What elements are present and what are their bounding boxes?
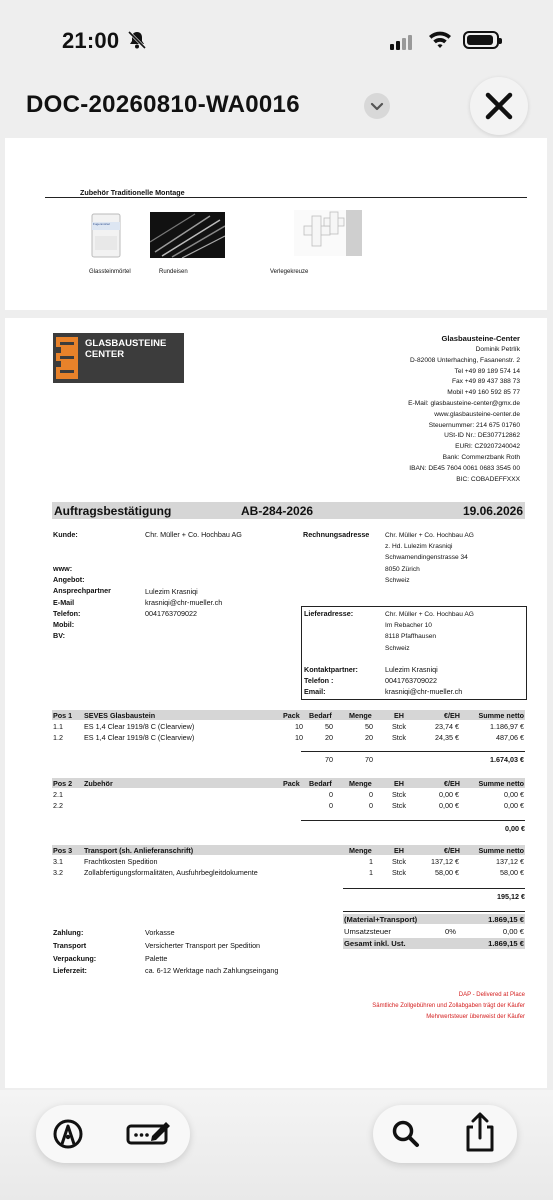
table-row: 3.1 Frachtkosten Spedition 1 Stck 137,12 € 137,12 €	[53, 857, 524, 866]
table-row: 3.2 Zollabfertigungsformalitäten, Ausfuhrbegleitdokumente 1 Stck 58,00 € 58,00 €	[53, 868, 524, 877]
document-page-2	[5, 318, 547, 1088]
company-name: Glasbausteine-Center	[441, 334, 520, 343]
grand-total-row: Gesamt inkl. Ust. 1.869,15 €	[344, 939, 524, 948]
close-icon	[470, 77, 528, 135]
customer-phone: 0041763709022	[145, 609, 197, 618]
status-bar	[0, 0, 553, 80]
status-time: 21:00	[62, 28, 120, 53]
customer-email: krasniqi@chr-mueller.ch	[145, 598, 223, 607]
share-button[interactable]	[460, 1110, 500, 1156]
term-value: ca. 6-12 Werktage nach Zahlungseingang	[145, 966, 279, 975]
close-button[interactable]	[470, 77, 528, 135]
mortar-bag-label: Fugenmörtel	[93, 222, 110, 226]
search-button[interactable]	[386, 1114, 426, 1154]
wifi-icon	[428, 30, 452, 48]
bottom-toolbar	[0, 1090, 553, 1200]
label-kunde: Kunde:	[53, 530, 78, 539]
search-icon	[386, 1114, 426, 1154]
term-label: Lieferzeit:	[53, 966, 87, 975]
tax-row: Umsatzsteuer 0% 0,00 €	[344, 927, 524, 936]
term-label: Verpackung:	[53, 954, 97, 963]
doc-type: Auftragsbestätigung	[54, 504, 172, 518]
term-label: Zahlung:	[53, 928, 84, 937]
accessory-heading: Zubehör Traditionelle Montage	[80, 188, 185, 197]
pos3-total: 195,12 €	[497, 892, 525, 901]
term-value: Palette	[145, 954, 168, 963]
pos1-header: Pos 1 SEVES Glasbaustein Pack Bedarf Menge EH €/EH Summe netto	[53, 711, 524, 720]
label-billing: Rechnungsadresse	[303, 530, 370, 539]
signature-icon	[124, 1114, 174, 1154]
pos3-header: Pos 3 Transport (sh. Anlieferanschrift) Menge EH €/EH Summe netto	[53, 846, 524, 855]
billing-address: Chr. Müller + Co. Hochbau AG z. Hd. Lulezim Krasniqi Schwamendingenstrasse 34 8050 Zürich Schweiz	[385, 532, 474, 584]
company-details: Dominik Petrlík D-82008 Unterhaching, Fasanenstr. 2 Tel +49 89 189 574 14 Fax +49 89 437 388 73 Mobil +49 160 592 85 77 E-Mail: glasbausteine-center@gmx.de www.glasbausteine-center.de Steuernummer: 214 675 01760 USt-ID Nr.: DE307712862 EURI: CZ9207240042 Bank: Commerzbank Roth IBAN: DE45 7604 0061 0683 3545 00 BIC: COBADEFFXXX	[408, 346, 520, 483]
delivery-notes: DAP - Delivered at Place Sämtliche Zollgebühren und Zollabgaben trägt der Käufer Mehrwertsteuer überweist der Käufer	[372, 992, 525, 1020]
table-row: 1.2 ES 1,4 Clear 1919/8 C (Clearview) 10 20 20 Stck 24,35 € 487,06 €	[53, 733, 524, 742]
contact-person: Lulezim Krasniqi	[145, 587, 198, 596]
product-label-rebar: Rundeisen	[159, 269, 188, 275]
label-telefon: Telefon:	[53, 609, 81, 618]
subtotal-row: (Material+Transport) 1.869,15 €	[344, 915, 524, 924]
markup-icon	[48, 1114, 88, 1154]
term-label: Transport	[53, 941, 87, 950]
signature-button[interactable]	[124, 1114, 174, 1154]
pos1-total-row: 70 70 1.674,03 €	[325, 755, 524, 764]
label-bv: BV:	[53, 631, 65, 640]
pos2-header: Pos 2 Zubehör Pack Bedarf Menge EH €/EH Summe netto	[53, 779, 524, 788]
doc-number: AB-284-2026	[241, 504, 314, 518]
table-row: 2.2 0 0 Stck 0,00 € 0,00 €	[53, 801, 524, 810]
share-icon	[460, 1110, 500, 1156]
label-ansprechpartner: Ansprechpartner	[53, 586, 111, 595]
chevron-down-icon[interactable]	[364, 93, 390, 119]
label-angebot: Angebot:	[53, 575, 85, 584]
markup-button[interactable]	[48, 1114, 88, 1154]
company-logo: GLASBAUSTEINE CENTER	[53, 333, 184, 383]
mortar-bag-image	[91, 212, 121, 258]
table-row: 1.1 ES 1,4 Clear 1919/8 C (Clearview) 10 50 50 Stck 23,74 € 1.186,97 €	[53, 722, 524, 731]
table-row: 2.1 0 0 Stck 0,00 € 0,00 €	[53, 790, 524, 799]
label-email: E-Mail	[53, 598, 75, 607]
cellular-signal-icon	[390, 32, 414, 50]
pos2-total: 0,00 €	[505, 824, 525, 833]
doc-date: 19.06.2026	[462, 504, 523, 518]
rebar-image	[150, 212, 225, 258]
term-value: Vorkasse	[145, 928, 175, 937]
delivery-address-box: Lieferadresse: Chr. Müller + Co. Hochbau AG Im Rebacher 10 8118 Pfaffhausen Schweiz Kontaktpartner: Lulezim Krasniqi Telefon : 0041763709022 Email: krasniqi@chr-mueller.ch	[301, 606, 527, 700]
document-title[interactable]: DOC-20260810-WA0016	[26, 91, 300, 118]
label-mobil: Mobil:	[53, 620, 75, 629]
document-page-1	[5, 138, 547, 310]
product-label-spacer: Verlegekreuze	[270, 269, 309, 275]
customer-name: Chr. Müller + Co. Hochbau AG	[145, 530, 242, 539]
product-label-mortar: Glassteinmörtel	[89, 269, 131, 275]
label-www: www:	[53, 564, 73, 573]
term-value: Versicherter Transport per Spedition	[145, 941, 261, 950]
battery-icon	[463, 31, 499, 49]
document-header-bar	[52, 502, 525, 519]
spacer-crosses-image	[294, 210, 362, 256]
mute-bell-icon	[127, 30, 147, 50]
